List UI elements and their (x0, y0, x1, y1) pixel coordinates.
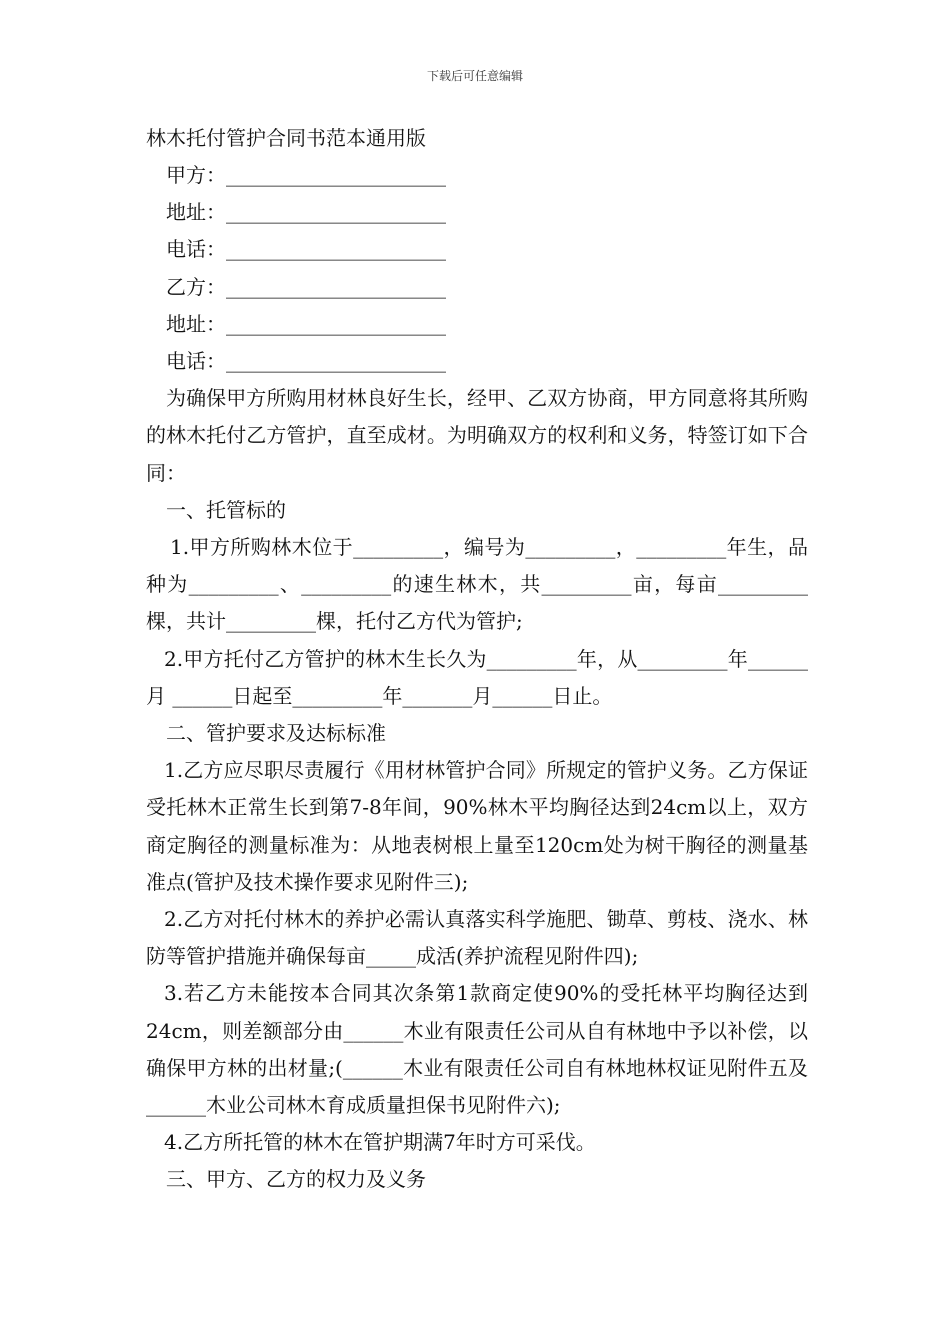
header-note: 下载后可任意编辑 (426, 69, 523, 83)
section-3-heading: 三、甲方、乙方的权力及义务 (166, 1167, 426, 1192)
section-1-item-2: 2.甲方托付乙方管护的林木生长久为_________年，从_________年______月 ______日起至_________年_______月______日止。 (146, 646, 808, 708)
party-a-address-field: 地址：______________________ (166, 200, 446, 225)
intro-paragraph: 为确保甲方所购用材林良好生长，经甲、乙双方协商，甲方同意将其所购的林木托付乙方管护，直至成材。为明确双方的权利和义务，特签订如下合同： (146, 386, 808, 485)
section-2-item-4: 4.乙方所托管的林木在管护期满7年时方可采伐。 (164, 1130, 596, 1155)
document-title: 林木托付管护合同书范本通用版 (146, 126, 426, 150)
section-2-item-2: 2.乙方对托付林木的养护必需认真落实科学施肥、锄草、剪枝、浇水、林防等管护措施并确保每亩_____成活(养护流程见附件四); (146, 906, 808, 969)
section-1-heading: 一、托管标的 (166, 497, 286, 522)
section-2-item-1: 1.乙方应尽职尽责履行《用材林管护合同》所规定的管护义务。乙方保证受托林木正常生长到第7-8年间，90%林木平均胸径达到24cm以上，双方商定胸径的测量标准为：从地表树根上量至120cm处为树干胸径的测量基准点(管护及技术操作要求见附件三); (146, 758, 808, 894)
section-2-heading: 二、管护要求及达标标准 (166, 720, 386, 745)
section-1-item-1: 1.甲方所购林木位于_________，编号为_________，_________年生，品种为_________、_________的速生林木，共_________亩，每亩_________棵，共计_________棵，托付乙方代为管护; (146, 534, 808, 634)
party-b-address-field: 地址：______________________ (166, 311, 446, 336)
document-body (146, 120, 808, 1199)
party-a-phone-field: 电话：______________________ (166, 237, 446, 262)
party-b-field: 乙方：______________________ (166, 274, 446, 299)
party-b-phone-field: 电话：______________________ (166, 348, 446, 373)
section-2-item-3: 3.若乙方未能按本合同其次条第1款商定使90%的受托林平均胸径达到24cm，则差额部分由______木业有限责任公司从自有林地中予以补偿，以确保甲方林的出材量;(______木业有限责任公司自有林地林权证见附件五及______木业公司林木育成质量担保书见附件六); (146, 981, 808, 1117)
party-a-field: 甲方：______________________ (166, 163, 446, 187)
